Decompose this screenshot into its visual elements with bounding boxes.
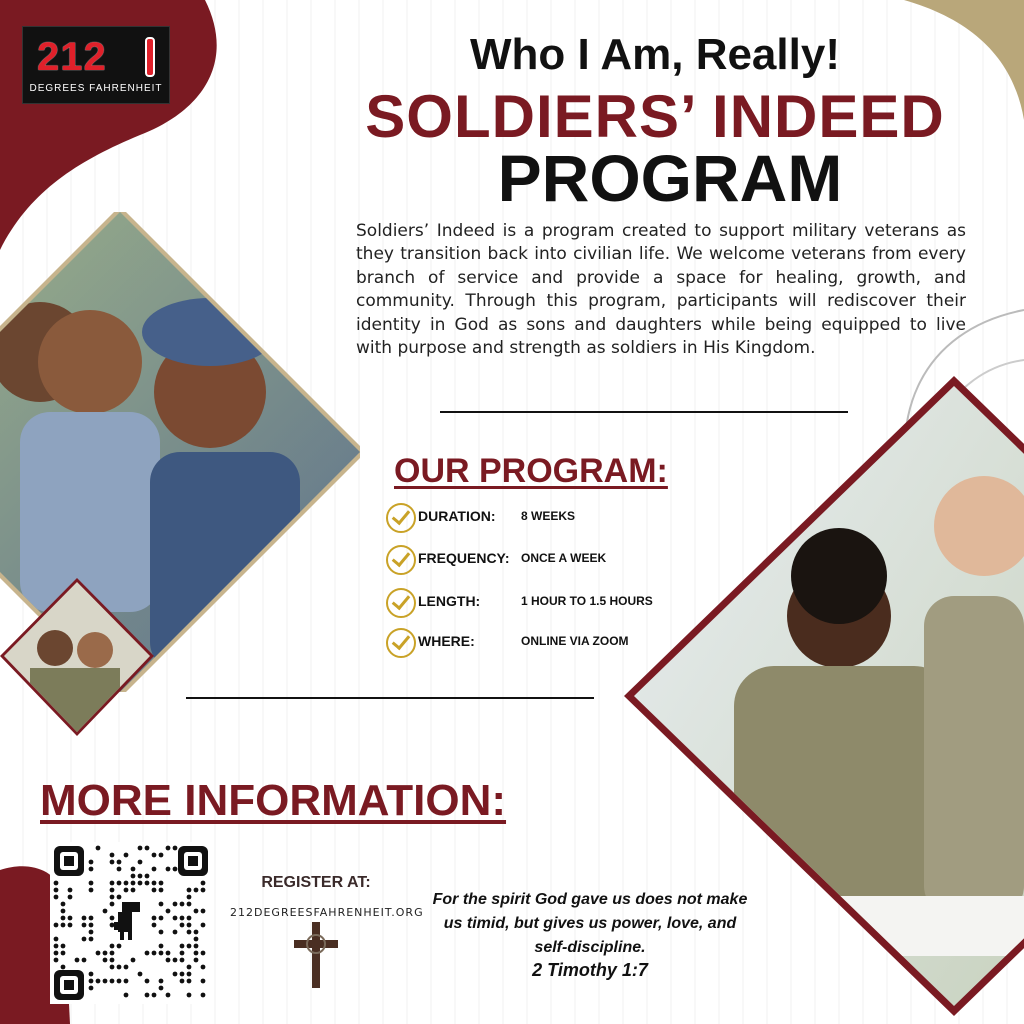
bible-verse: For the spirit God gave us does not make us timid, but gives us power, love, and self-discipline. — [432, 891, 748, 956]
program-item-label: FREQUENCY: — [418, 550, 510, 566]
register-link[interactable]: 212DEGREESFAHRENHEIT.ORG — [230, 906, 424, 919]
more-info-heading: MORE INFORMATION: — [40, 776, 507, 825]
register-label: REGISTER AT: — [261, 874, 371, 891]
qr-code[interactable] — [50, 842, 212, 1004]
check-circle-icon — [386, 545, 416, 575]
intro-paragraph: Soldiers’ Indeed is a program created to support military veterans as they transition back into civilian life. We welcome veterans from every branch of service and provide a space for healing, growth, and community. Through this program, participants will rediscover their identity in God as sons and daughters while being equipped to live with purpose and strength as soldiers in His Kingdom. — [356, 221, 966, 359]
divider — [186, 697, 594, 699]
program-item-value: ONCE A WEEK — [521, 551, 607, 565]
cross-icon — [294, 922, 338, 988]
program-heading: OUR PROGRAM: — [394, 452, 668, 490]
logo-subtitle: DEGREES FAHRENHEIT — [29, 83, 163, 94]
program-item-value: 1 HOUR TO 1.5 HOURS — [521, 594, 653, 608]
program-item-label: WHERE: — [418, 633, 475, 649]
verse-reference: 2 Timothy 1:7 — [532, 960, 648, 980]
check-circle-icon — [386, 588, 416, 618]
program-item-value: 8 WEEKS — [521, 509, 576, 523]
program-item-label: LENGTH: — [418, 593, 481, 609]
logo-number: 212 — [37, 35, 107, 79]
qr-code-image — [50, 842, 212, 1004]
dinosaur-icon — [114, 902, 140, 940]
program-name: SOLDIERS’ INDEED — [365, 83, 945, 150]
small-photo-frame — [0, 578, 154, 738]
tagline: Who I Am, Really! — [470, 30, 840, 79]
check-circle-icon — [386, 628, 416, 658]
check-circle-icon — [386, 503, 416, 533]
program-item-label: DURATION: — [418, 508, 496, 524]
program-word: PROGRAM — [497, 141, 843, 215]
program-item-value: ONLINE VIA ZOOM — [521, 634, 629, 648]
mother-child-photo — [0, 578, 154, 738]
brand-logo — [22, 26, 170, 104]
thermometer-icon — [145, 37, 155, 77]
